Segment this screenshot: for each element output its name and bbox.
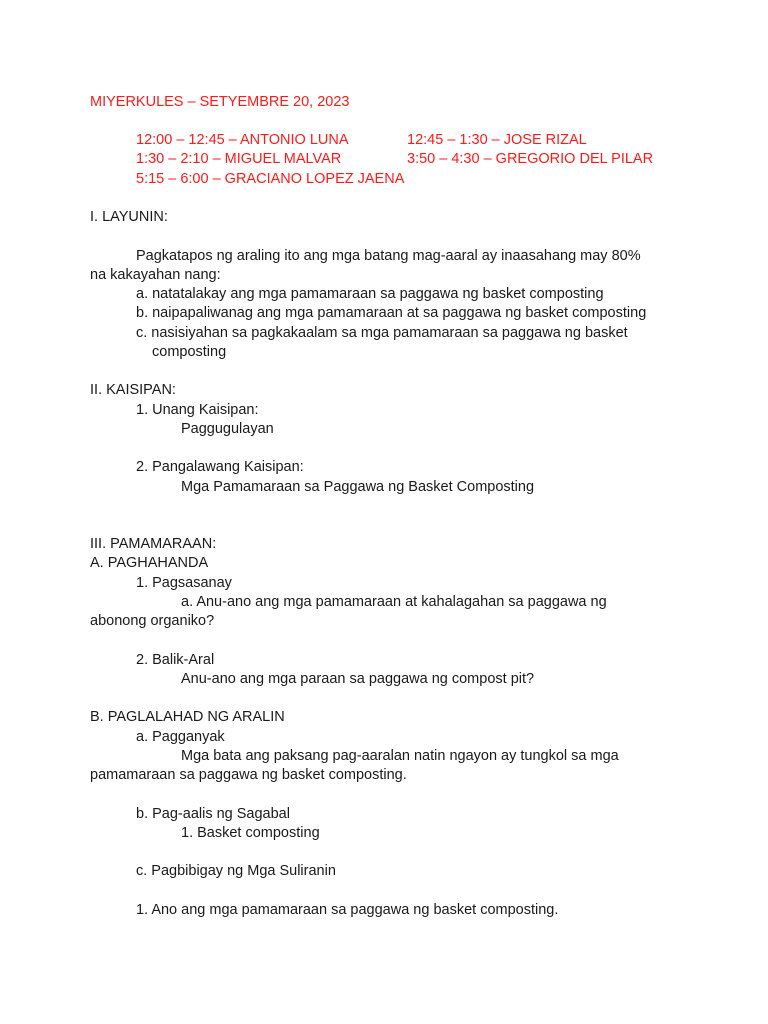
list-item: b. Pag-aalis ng Sagabal [136, 806, 290, 822]
list-item: 2. Pangalawang Kaisipan: [136, 459, 304, 475]
date-heading: MIYERKULES – SETYEMBRE 20, 2023 [90, 94, 350, 110]
list-item: c. nasisiyahan sa pagkakaalam sa mga pamamaraan sa paggawa ng basket [136, 325, 628, 341]
schedule-entry: 12:45 – 1:30 – JOSE RIZAL [407, 132, 587, 148]
list-item: b. naipapaliwanag ang mga pamamaraan at sa paggawa ng basket composting [136, 305, 647, 321]
list-item: a. natatalakay ang mga pamamaraan sa paggawa ng basket composting [136, 286, 604, 302]
list-item: 2. Balik-Aral [136, 652, 215, 668]
list-item: 1. Unang Kaisipan: [136, 402, 259, 418]
section-heading-pamamaraan: III. PAMAMARAAN: [90, 536, 217, 552]
section-heading-kaisipan: II. KAISIPAN: [90, 382, 176, 398]
subsection-heading: A. PAGHAHANDA [90, 555, 209, 571]
list-item-value: Paggugulayan [181, 421, 274, 437]
schedule-entry: 12:00 – 12:45 – ANTONIO LUNA [136, 132, 349, 148]
list-item: 1. Ano ang mga pamamaraan sa paggawa ng basket composting. [136, 902, 559, 918]
list-item: c. Pagbibigay ng Mga Suliranin [136, 863, 336, 879]
question-line: abonong organiko? [90, 613, 215, 629]
list-item-value: Mga Pamamaraan sa Paggawa ng Basket Composting [181, 479, 535, 495]
list-item: a. Pagganyak [136, 729, 225, 745]
list-item: 1. Pagsasanay [136, 575, 232, 591]
paragraph-line: pamamaraan sa paggawa ng basket composting. [90, 767, 407, 783]
schedule-entry: 1:30 – 2:10 – MIGUEL MALVAR [136, 151, 342, 167]
question-line: a. Anu-ano ang mga pamamaraan at kahalagahan sa paggawa ng [181, 594, 607, 610]
paragraph-line: Mga bata ang paksang pag-aaralan natin ngayon ay tungkol sa mga [181, 748, 619, 764]
subsection-heading: B. PAGLALAHAD NG ARALIN [90, 709, 285, 725]
question-line: Anu-ano ang mga paraan sa paggawa ng compost pit? [181, 671, 535, 687]
schedule-entry: 5:15 – 6:00 – GRACIANO LOPEZ JAENA [136, 171, 405, 187]
list-item-value: 1. Basket composting [181, 825, 320, 841]
schedule-entry: 3:50 – 4:30 – GREGORIO DEL PILAR [407, 151, 654, 167]
paragraph-line: Pagkatapos ng araling ito ang mga batang mag-aaral ay inaasahang may 80% [136, 248, 641, 264]
paragraph-line: na kakayahan nang: [90, 267, 221, 283]
section-heading-layunin: I. LAYUNIN: [90, 209, 168, 225]
list-item-continuation: composting [152, 344, 227, 360]
